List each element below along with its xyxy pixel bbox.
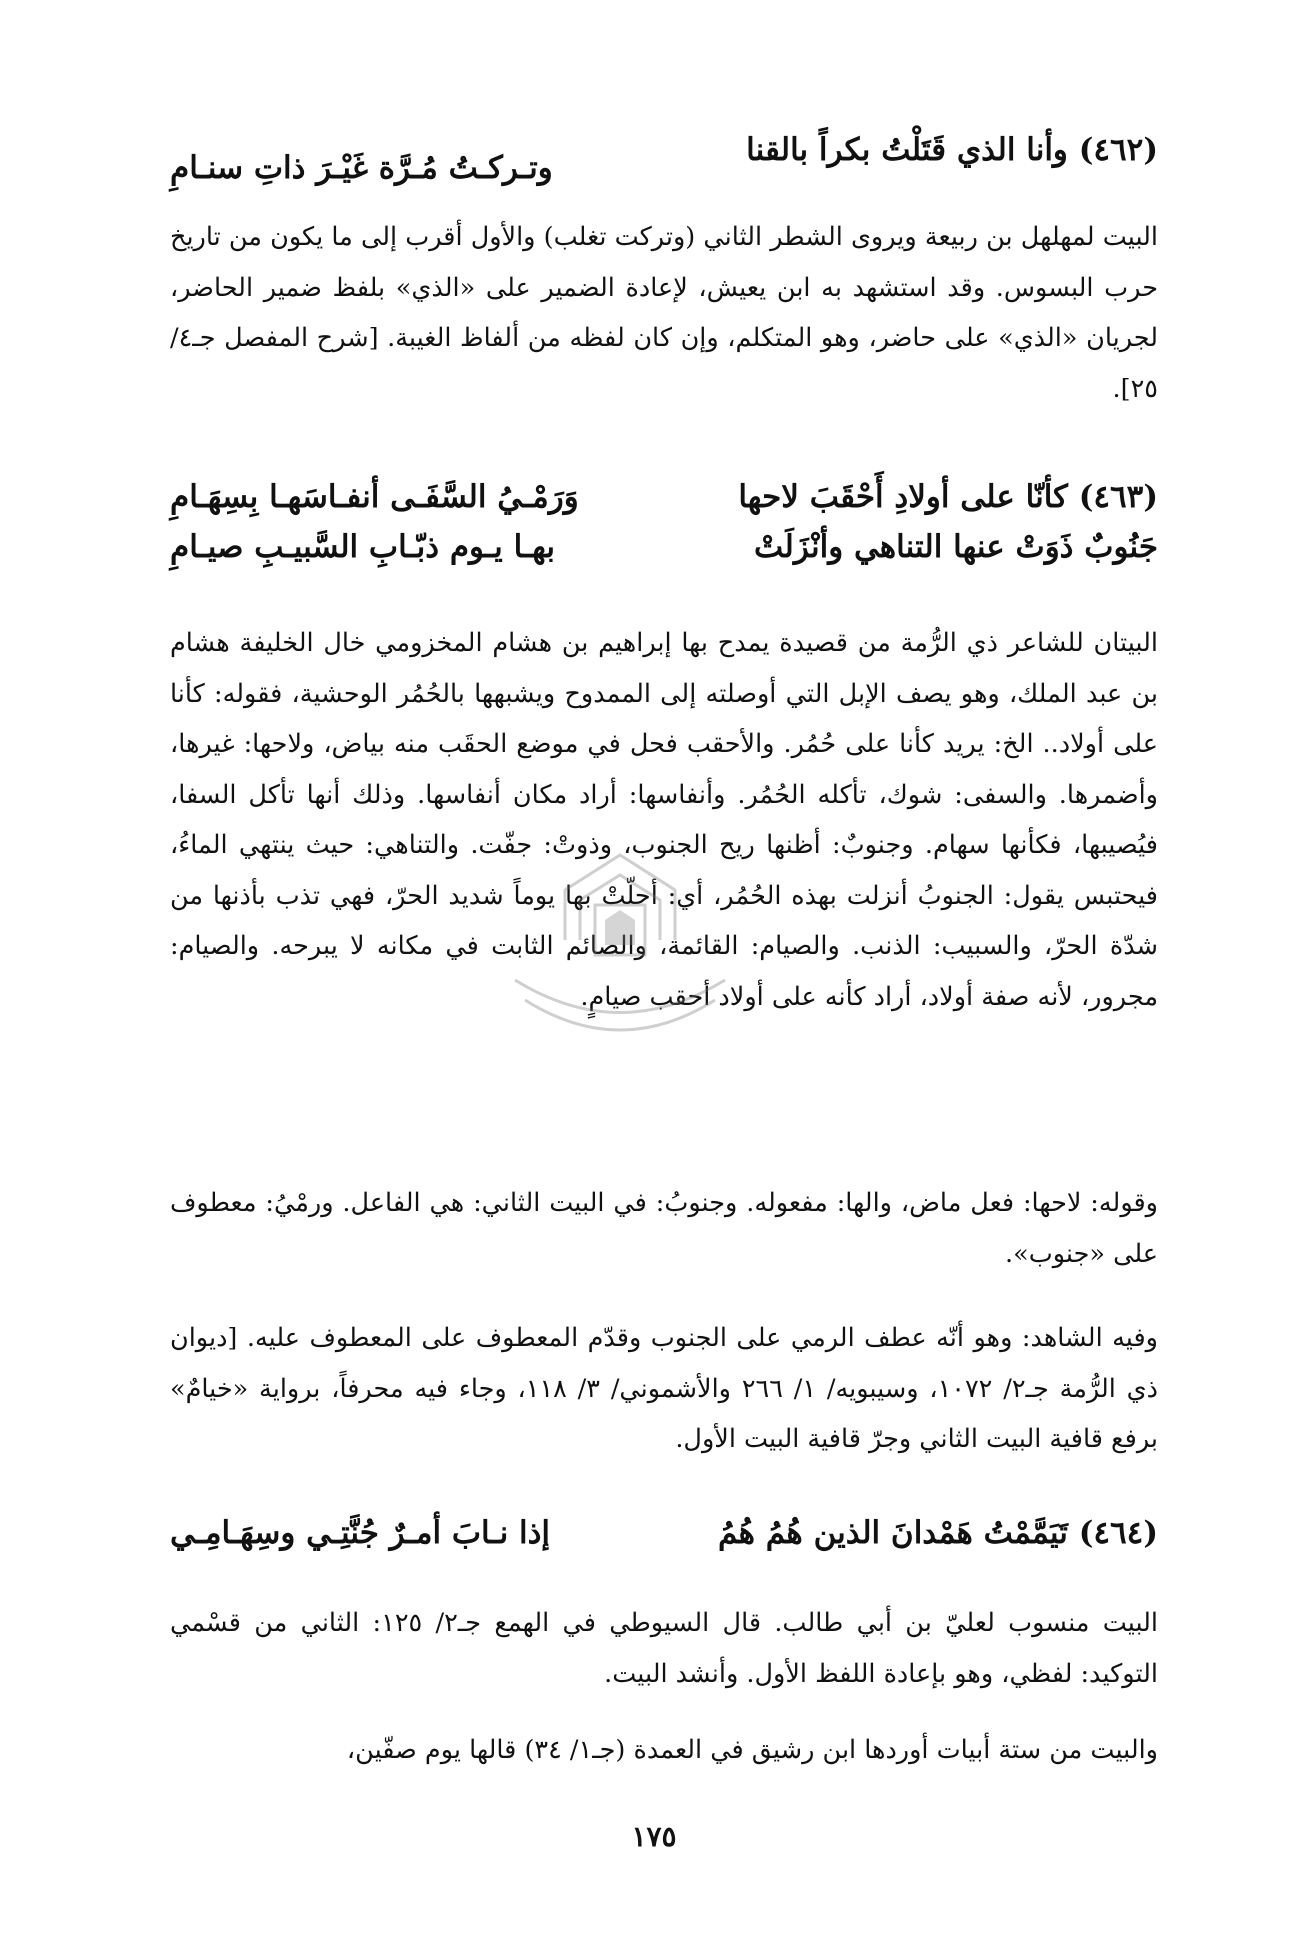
hemistich-first: (٤٦٢) وأنا الذي قَتَلْتُ بكراً بالقنا <box>746 132 1158 168</box>
hemistich-first: (٤٦٤) تَيَمَّمْتُ هَمْدانَ الذين هُمُ هُمُ <box>718 1515 1158 1551</box>
commentary-paragraph: والبيت من ستة أبيات أوردها ابن رشيق في العمدة (جـ١/ ٣٤) قالها يوم صفّين، <box>346 1735 1158 1765</box>
commentary-paragraph: البيت لمهلهل بن ربيعة ويروى الشطر الثاني (وتركت تغلب) والأول أقرب إلى ما يكون من تاريخ حرب البسوس. وقد استشهد به ابن يعيش، لإعادة الضمير على «الذي» بلفظ ضمير الحاضر، لجريان «الذي» على حاضر، وهو المتكلم، وإن كان لفظه من ألفاظ الغيبة. [شرح المفصل جـ٤/ ٢٥]. <box>170 222 1158 404</box>
hemistich-first: (٤٦٣) كأنّا على أولادِ أَحْقَبَ لاحها <box>738 479 1158 515</box>
hemistich-second: إذا نـابَ أمـرٌ جُنَّتِـي وسِهَـامِـي <box>170 1515 551 1551</box>
hemistich-first: جَنُوبٌ ذَوَتْ عنها التناهي وأنْزَلَتْ <box>753 529 1158 565</box>
commentary-paragraph: وفيه الشاهد: وهو أنّه عطف الرمي على الجنوب وقدّم المعطوف على المعطوف عليه. [ديوان ذي الرُّمة جـ٢/ ١٠٧٢، وسيبويه/ ١/ ٢٦٦ والأشموني/ ٣/ ١١٨، وجاء فيه محرفاً، برواية «خيامٌ» برفع قافية البيت الثاني وجرّ قافية البيت الأول. <box>170 1323 1158 1454</box>
library-seal-watermark <box>495 830 745 1060</box>
hemistich-second: وَرَمْـيُ السَّفَـى أنفـاسَهـا بِسِهَـامِ <box>170 479 579 515</box>
verse-462 <box>170 125 1158 193</box>
verse-line <box>170 1508 1158 1558</box>
verse-464 <box>170 1508 1158 1558</box>
commentary-paragraph: البيتان للشاعر ذي الرُّمة من قصيدة يمدح بها إبراهيم بن هشام المخزومي خال الخليفة هشام بن عبد الملك، وهو يصف الإبل التي أوصلته إلى الممدوح ويشبهها بالحُمُر الوحشية، فقوله: كأنا على أولاد.. الخ: يريد كأنا على حُمُر. والأحقب فحل في موضع الحقَب منه بياض، ولاحها: غيرها، وأضمرها. والسفى: شوك، تأكله الحُمُر. وأنفاسها: أراد مكان أنفاسها. وذلك أنها تأكل السفا، فيُصيبها، فكأنها سهام. وجنوبٌ: أظنها ريح الجنوب، وذوتْ: جفّت. والتناهي: حيث ينتهي الماءُ، فيحتبس يقول: الجنوبُ أنزلت بهذه الحُمُر، أي: أحلّتْ بها يوماً شديد الحرّ، فهي تذب بأذنها من شدّة الحرّ، والسبيب: الذنب. والصيام: القائمة، والصائم الثابت في مكانه لا يبرحه. والصيام: مجرور، لأنه صفة أولاد، أراد كأنه على أولاد أحقب صيامٍ. <box>170 628 1158 1012</box>
verse-line <box>170 522 1158 572</box>
verse-463 <box>170 472 1158 572</box>
commentary-paragraph: وقوله: لاحها: فعل ماض، والها: مفعوله. وجنوبُ: في البيت الثاني: هي الفاعل. ورمْيُ: معطوف على «جنوب». <box>170 1188 1158 1269</box>
commentary-paragraph: البيت منسوب لعليّ بن أبي طالب. قال السيوطي في الهمع جـ٢/ ١٢٥: الثاني من قسْمي التوكيد: لفظي، وهو بإعادة اللفظ الأول. وأنشد البيت. <box>170 1608 1158 1689</box>
hemistich-second: وتـركـتُ مُـرَّة غَيْـرَ ذاتِ سنـامِ <box>170 150 553 186</box>
hemistich-second: بهـا يـوم ذبّـابِ السَّبيـبِ صيـامِ <box>170 529 556 565</box>
page-number: ١٧٥ <box>631 1820 677 1853</box>
verse-line <box>170 125 1158 193</box>
verse-line <box>170 472 1158 522</box>
